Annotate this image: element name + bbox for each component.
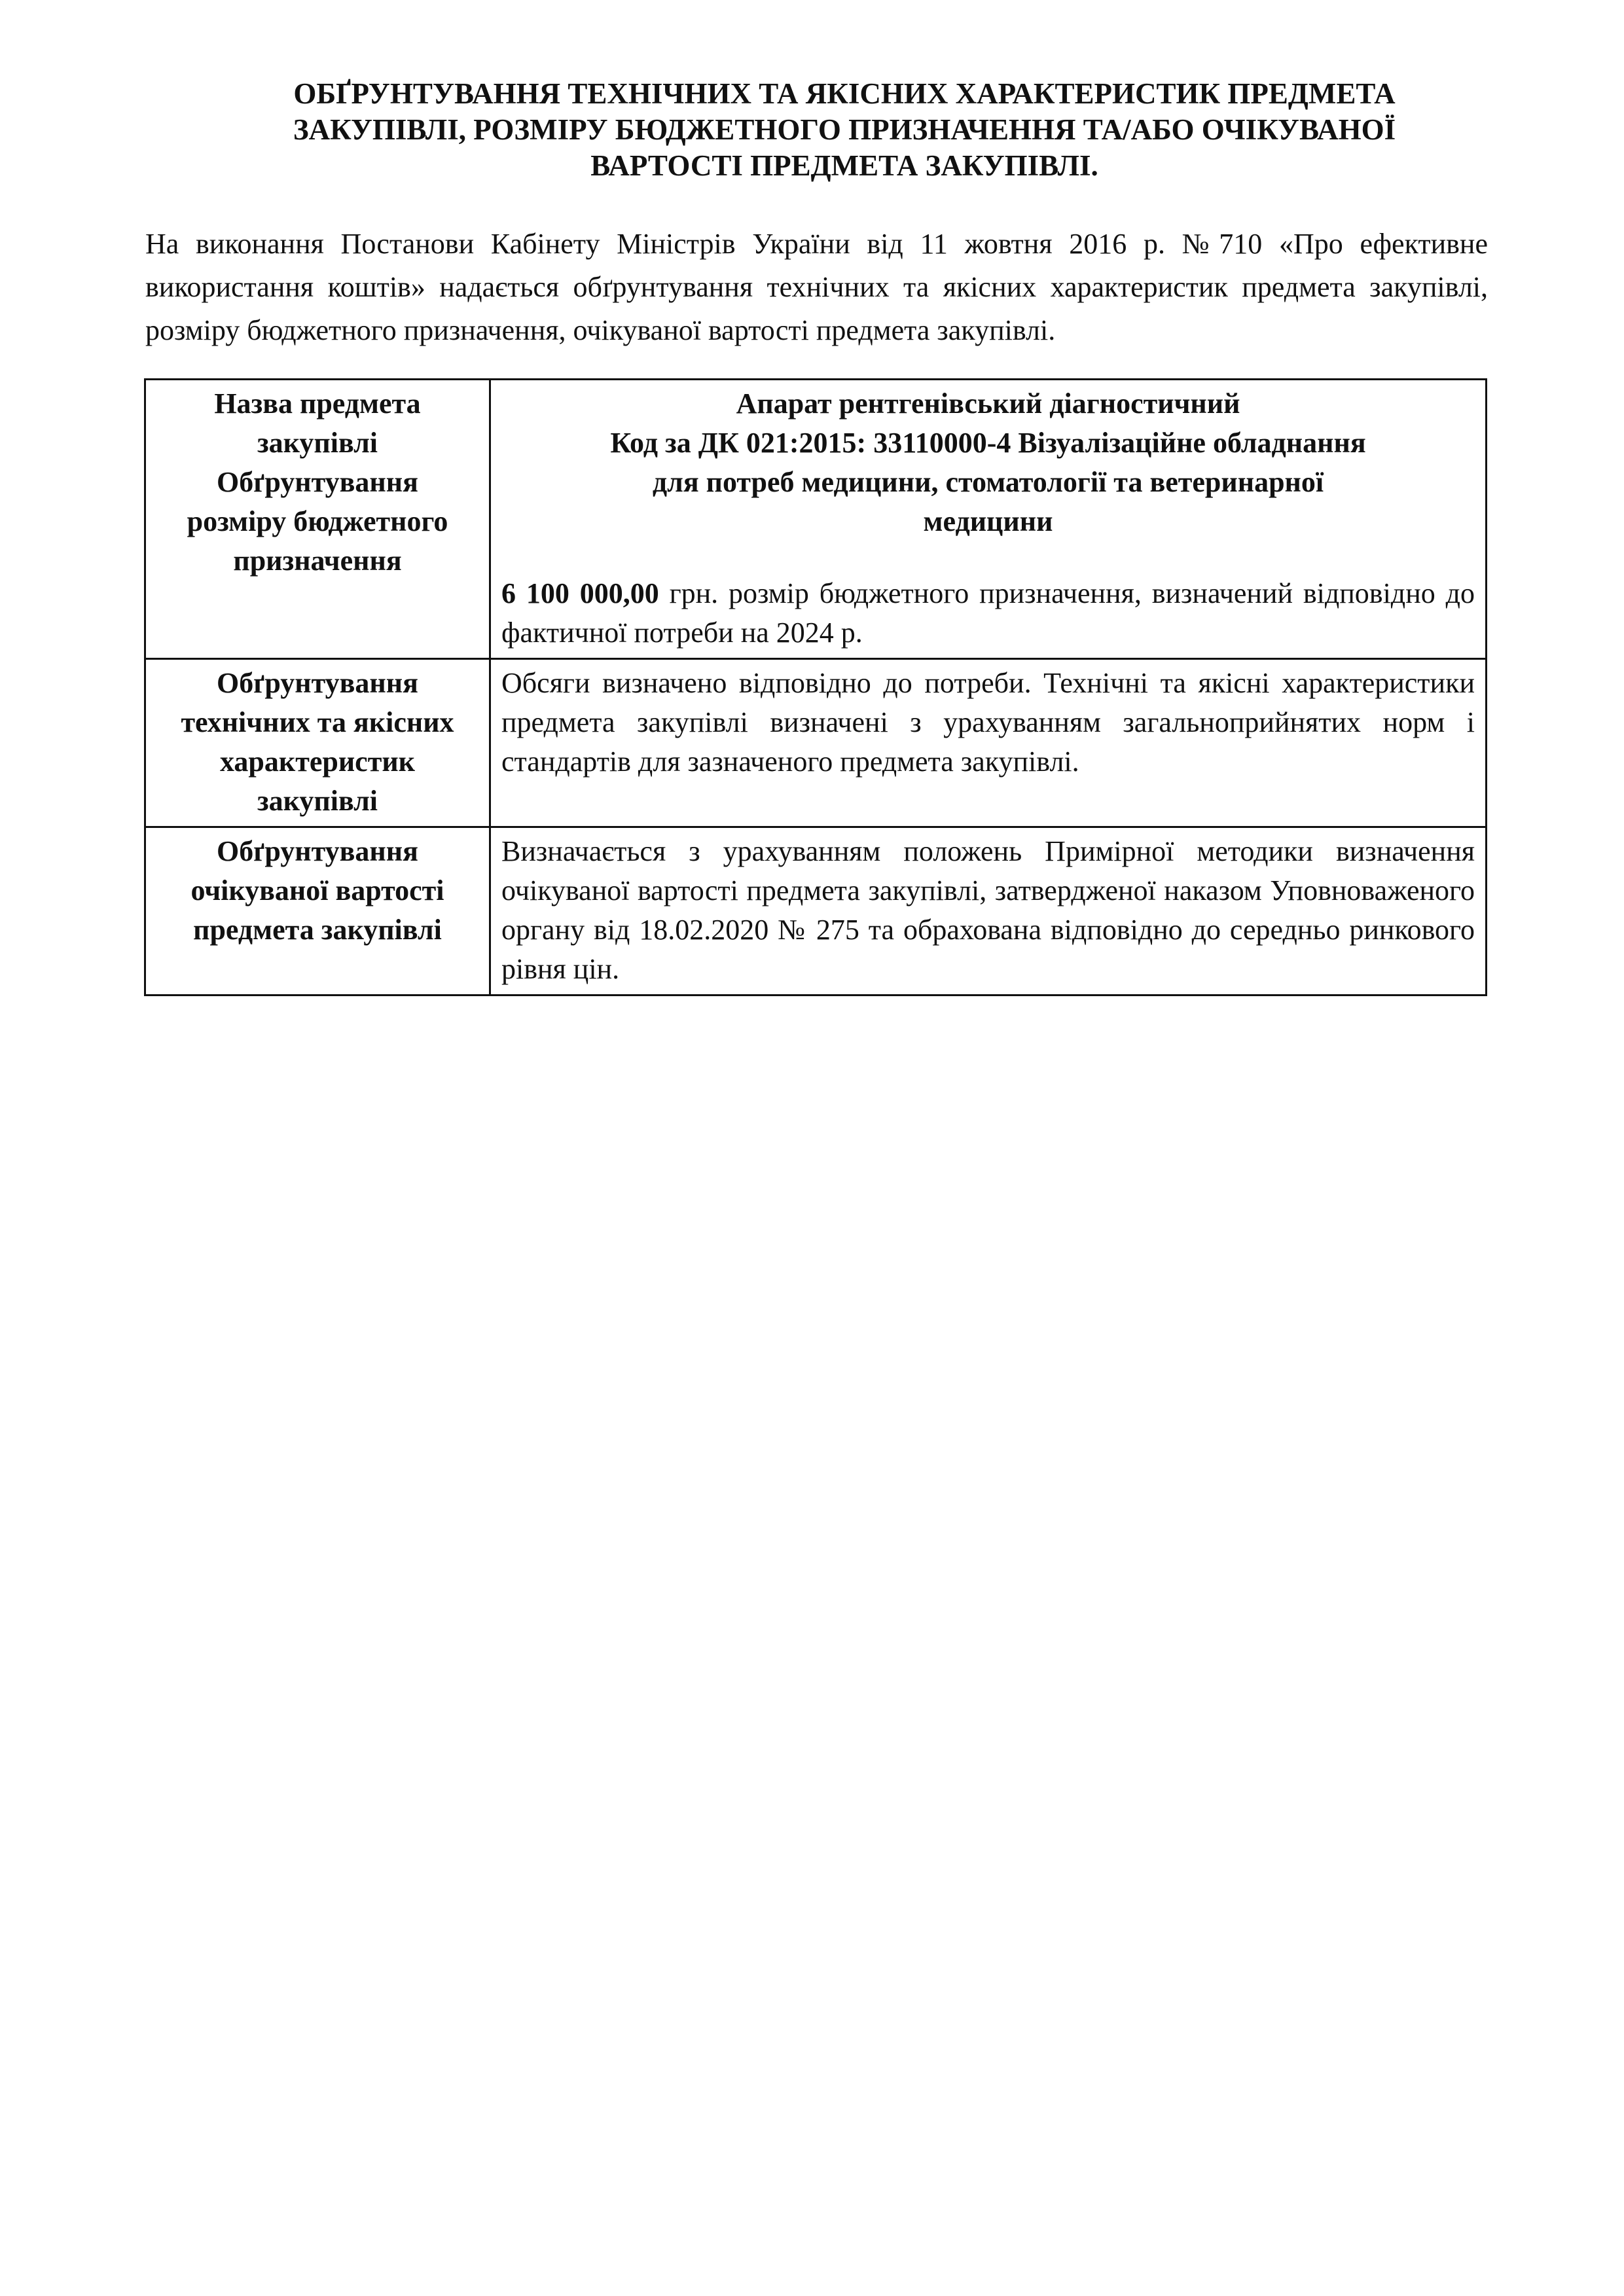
table-row [145, 827, 1487, 996]
justification-table [144, 378, 1487, 996]
row3-value-cell [490, 827, 1487, 996]
row2-label-line: закупівлі [257, 785, 378, 817]
title-line-2: ЗАКУПІВЛІ, РОЗМІРУ БЮДЖЕТНОГО ПРИЗНАЧЕННЯ ТА/АБО ОЧІКУВАНОЇ [293, 113, 1396, 146]
row3-label-cell [145, 827, 490, 996]
item-name: Апарат рентгенівський діагностичний [736, 387, 1240, 420]
intro-paragraph [145, 223, 1488, 352]
row2-label-line: технічних та якісних [181, 706, 454, 738]
document-title [196, 76, 1492, 184]
row1-label-line: призначення [233, 545, 402, 577]
title-line-1: ОБҐРУНТУВАННЯ ТЕХНІЧНИХ ТА ЯКІСНИХ ХАРАКТЕРИСТИК ПРЕДМЕТА [293, 77, 1396, 110]
row3-label-line: Обґрунтування [217, 835, 418, 867]
row1-label-line: Обґрунтування [217, 466, 418, 498]
row1-label-line: закупівлі [257, 427, 378, 459]
expected-cost-justification-text: Визначається з урахуванням положень Примірної методики визначення очікуваної вартості предмета закупівлі, затвердженої наказом Уповноваженого органу від 18.02.2020 № 275 та обрахована відповідно до середньо ринкового рівня цін. [501, 835, 1475, 985]
row3-label-line: очікуваної вартості [190, 874, 444, 906]
table-row [145, 380, 1487, 659]
row2-label-cell [145, 659, 490, 827]
row1-label-line: розміру бюджетного [187, 505, 448, 537]
item-code-line: Код за ДК 021:2015: 33110000-4 Візуалізаційне обладнання [610, 427, 1366, 459]
row2-label-line: Обґрунтування [217, 667, 418, 699]
budget-amount: 6 100 000,00 [501, 577, 659, 609]
budget-paragraph [501, 574, 1475, 653]
item-code-line: медицини [923, 505, 1053, 537]
title-line-3: ВАРТОСТІ ПРЕДМЕТА ЗАКУПІВЛІ. [590, 149, 1098, 182]
budget-text: грн. розмір бюджетного призначення, визначений відповідно до фактичної потреби на 2024 р. [501, 577, 1475, 649]
row1-label-line: Назва предмета [214, 387, 421, 420]
item-code-line: для потреб медицини, стоматології та ветеринарної [652, 466, 1324, 498]
table-row [145, 659, 1487, 827]
row3-label-line: предмета закупівлі [193, 914, 442, 946]
item-name-block [501, 384, 1475, 541]
technical-justification-text: Обсяги визначено відповідно до потреби. Технічні та якісні характеристики предмета закупівлі визначені з урахуванням загальноприйнятих норм і стандартів для зазначеного предмета закупівлі. [501, 667, 1475, 778]
row1-label-cell [145, 380, 490, 659]
row2-value-cell [490, 659, 1487, 827]
row2-label-line: характеристик [219, 745, 416, 778]
row1-value-cell [490, 380, 1487, 659]
intro-text: На виконання Постанови Кабінету Міністрів України від 11 жовтня 2016 р. №710 «Про ефективне використання коштів» надається обґрунтування технічних та якісних характеристик предмета закупівлі, розміру бюджетного призначення, очікуваної вартості предмета закупівлі. [145, 228, 1488, 346]
